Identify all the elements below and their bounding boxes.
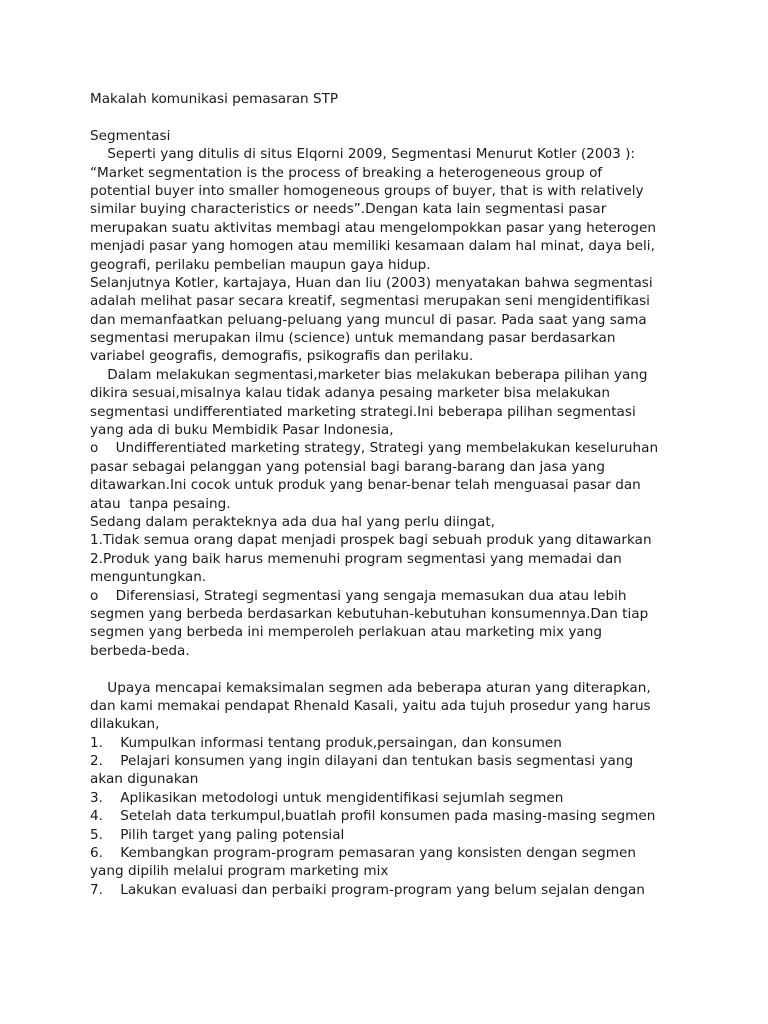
text-line: segmen yang berbeda berdasarkan kebutuhan-kebutuhan konsumennya.Dan tiap — [90, 605, 649, 622]
text-line: merupakan suatu aktivitas membagi atau mengelompokkan pasar yang heterogen — [90, 219, 656, 236]
text-line: 7. Lakukan evaluasi dan perbaiki program-program yang belum sejalan dengan — [90, 881, 645, 898]
text-line: potential buyer into smaller homogeneous groups of buyer, that is with relatively — [90, 182, 644, 199]
text-line: Upaya mencapai kemaksimalan segmen ada beberapa aturan yang diterapkan, — [90, 679, 651, 696]
section-heading: Segmentasi — [90, 127, 171, 144]
blank-line — [90, 108, 690, 126]
text-line: 2. Pelajari konsumen yang ingin dilayani dan tentukan basis segmentasi yang — [90, 753, 634, 770]
text-line: adalah melihat pasar secara kreatif, segmentasi merupakan seni mengidentifikasi — [90, 293, 650, 310]
text-line: berbeda-beda. — [90, 642, 190, 659]
text-line: dan memanfaatkan peluang-peluang yang muncul di pasar. Pada saat yang sama — [90, 311, 647, 328]
text-line: o Diferensiasi, Strategi segmentasi yang sengaja memasukan dua atau lebih — [90, 587, 627, 604]
text-line: 3. Aplikasikan metodologi untuk mengidentifikasi sejumlah segmen — [90, 789, 564, 806]
text-line: segmen yang berbeda ini memperoleh perlakuan atau marketing mix yang — [90, 624, 602, 641]
text-line: 1. Kumpulkan informasi tentang produk,persaingan, dan konsumen — [90, 734, 562, 751]
text-line: variabel geografis, demografis, psikografis dan perilaku. — [90, 348, 474, 365]
document-title: Makalah komunikasi pemasaran STP — [90, 91, 339, 107]
text-line: o Undifferentiated marketing strategy, Strategi yang membelakukan keseluruhan — [90, 440, 659, 457]
document-page — [90, 90, 690, 899]
text-line: ditawarkan.Ini cocok untuk produk yang benar-benar telah menguasai pasar dan — [90, 477, 641, 494]
text-line: Selanjutnya Kotler, kartajaya, Huan dan liu (2003) menyatakan bahwa segmentasi — [90, 274, 653, 291]
text-line: dilakukan, — [90, 716, 160, 733]
text-line: 6. Kembangkan program-program pemasaran yang konsisten dengan segmen — [90, 845, 636, 862]
text-line: geografi, perilaku pembelian maupun gaya hidup. — [90, 256, 431, 273]
text-line: pasar sebagai pelanggan yang potensial bagi barang-barang dan jasa yang — [90, 458, 605, 475]
text-line: akan digunakan — [90, 771, 199, 788]
text-line: segmentasi merupakan ilmu (science) untuk memandang pasar berdasarkan — [90, 330, 616, 347]
document-body — [90, 145, 690, 899]
text-line: dikira sesuai,misalnya kalau tidak adanya pesaing marketer bisa melakukan — [90, 385, 611, 402]
text-line: menjadi pasar yang homogen atau memiliki kesamaan dalam hal minat, daya beli, — [90, 238, 655, 255]
text-line: 2.Produk yang baik harus memenuhi program segmentasi yang memadai dan — [90, 550, 622, 567]
text-line: 4. Setelah data terkumpul,buatlah profil konsumen pada masing-masing segmen — [90, 808, 656, 825]
text-line: atau tanpa pesaing. — [90, 495, 231, 512]
text-line: yang ada di buku Membidik Pasar Indonesia, — [90, 422, 394, 439]
text-line: “Market segmentation is the process of breaking a heterogeneous group of — [90, 164, 603, 181]
text-line: Dalam melakukan segmentasi,marketer bias melakukan beberapa pilihan yang — [90, 366, 648, 383]
text-line: menguntungkan. — [90, 569, 207, 586]
text-line: similar buying characteristics or needs”.Dengan kata lain segmentasi pasar — [90, 201, 607, 218]
text-line: Sedang dalam perakteknya ada dua hal yang perlu diingat, — [90, 513, 495, 530]
text-line: dan kami memakai pendapat Rhenald Kasali, yaitu ada tujuh prosedur yang harus — [90, 697, 651, 714]
blank-line — [90, 660, 690, 678]
text-line: Seperti yang ditulis di situs Elqorni 2009, Segmentasi Menurut Kotler (2003 ): — [90, 146, 635, 163]
text-line: 5. Pilih target yang paling potensial — [90, 826, 345, 843]
text-line: yang dipilih melalui program marketing mix — [90, 863, 389, 880]
text-line: segmentasi undifferentiated marketing strategi.Ini beberapa pilihan segmentasi — [90, 403, 636, 420]
text-line: 1.Tidak semua orang dapat menjadi prospek bagi sebuah produk yang ditawarkan — [90, 532, 652, 549]
